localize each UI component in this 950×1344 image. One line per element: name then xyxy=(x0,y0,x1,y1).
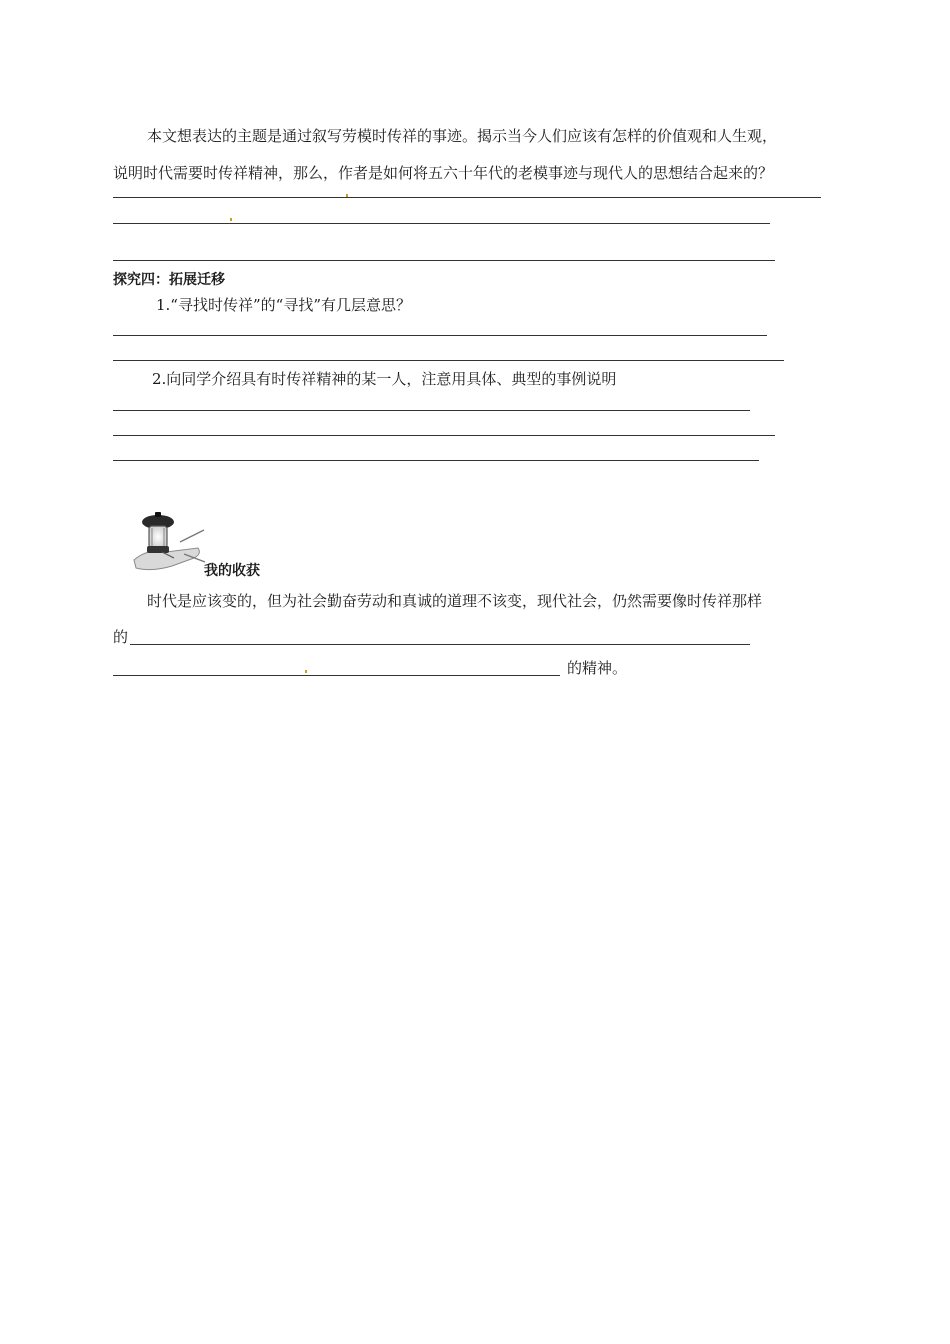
question-2: 2.向同学介绍具有时传祥精神的某一人，注意用具体、典型的事例说明 xyxy=(152,370,617,388)
question-1: 1.“寻找时传祥”的“寻找”有几层意思？ xyxy=(156,296,411,314)
mark-speck xyxy=(346,194,348,197)
answer-line[interactable] xyxy=(113,197,821,198)
answer-line[interactable] xyxy=(113,410,750,411)
answer-line[interactable] xyxy=(113,360,784,361)
answer-line[interactable] xyxy=(113,335,767,336)
mark-speck xyxy=(230,218,232,221)
lantern-icon xyxy=(128,508,206,576)
answer-line[interactable] xyxy=(113,460,759,461)
harvest-suffix: 的精神。 xyxy=(567,659,628,677)
harvest-line-1: 时代是应该变的，但为社会勤奋劳动和真诚的道理不该变，现代社会，仍然需要像时传祥那样 xyxy=(147,592,763,610)
mark-speck xyxy=(305,670,307,673)
intro-line-2: 说明时代需要时传祥精神，那么，作者是如何将五六十年代的老模事迹与现代人的思想结合起来的？ xyxy=(113,164,774,182)
answer-line[interactable] xyxy=(113,435,775,436)
fill-in-line[interactable] xyxy=(130,644,750,645)
answer-line[interactable] xyxy=(113,260,775,261)
harvest-heading: 我的收获 xyxy=(204,563,260,579)
section-heading: 探究四：拓展迁移 xyxy=(113,272,225,288)
fill-in-line[interactable] xyxy=(113,675,560,676)
intro-line-1: 本文想表达的主题是通过叙写劳模时传祥的事迹。揭示当今人们应该有怎样的价值观和人生观， xyxy=(147,127,778,145)
answer-line[interactable] xyxy=(113,223,770,224)
harvest-prefix: 的 xyxy=(113,628,129,646)
